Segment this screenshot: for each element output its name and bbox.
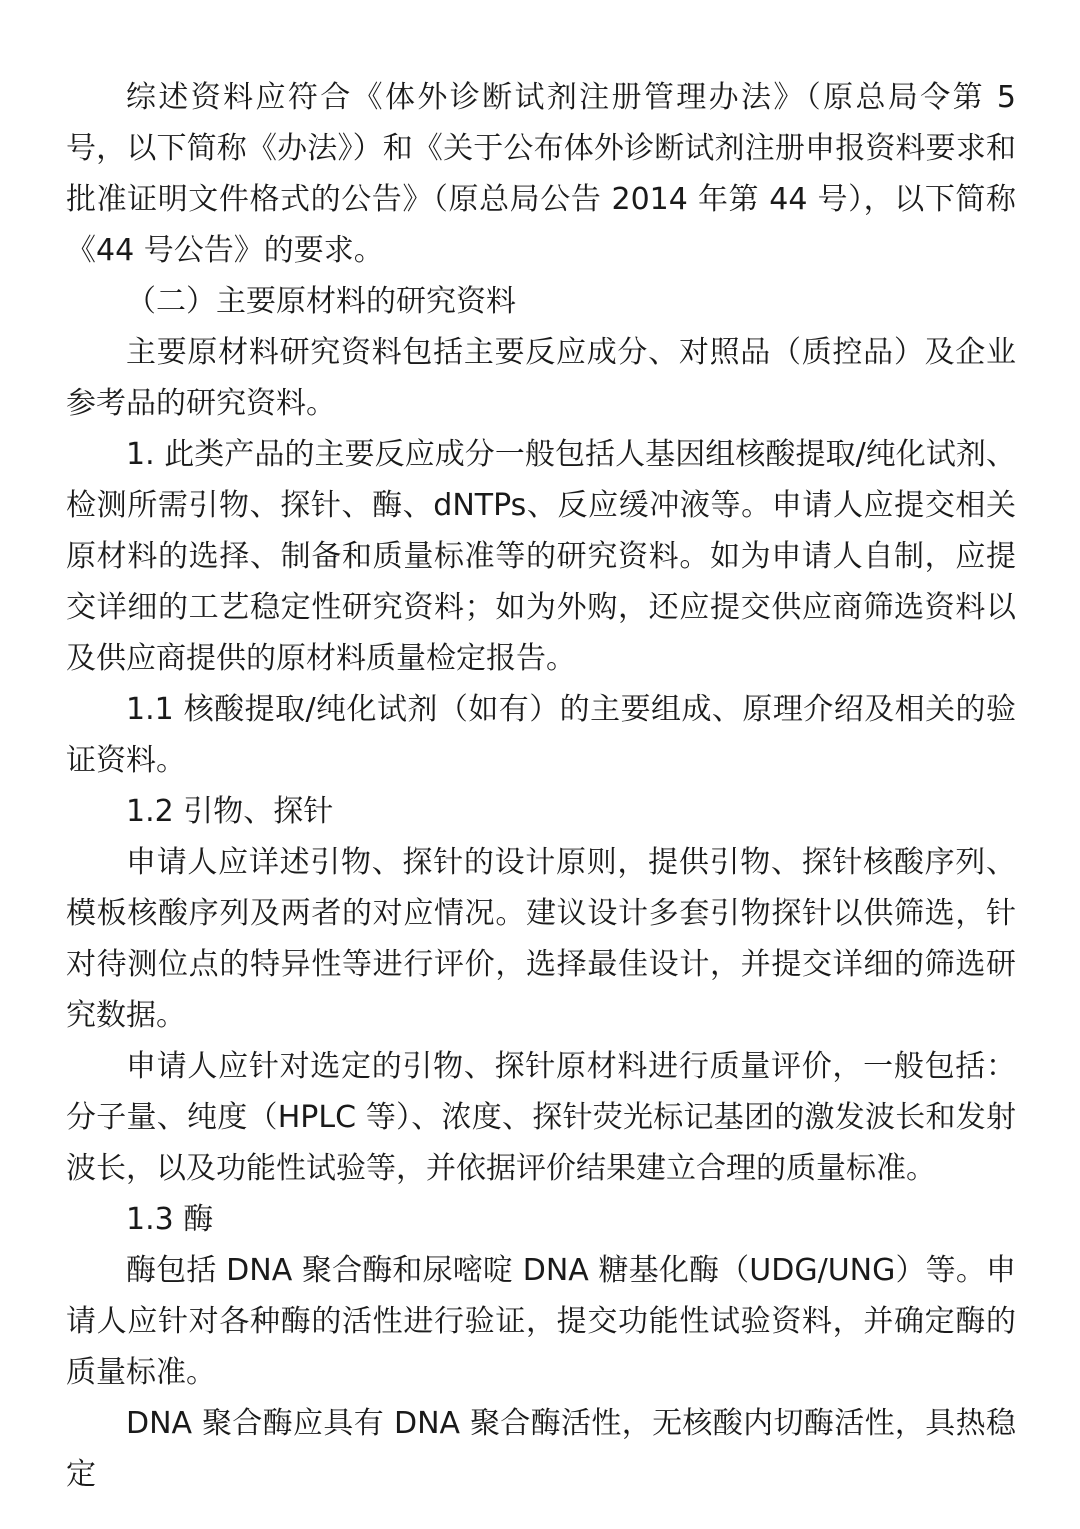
paragraph-reaction-components: 1. 此类产品的主要反应成分一般包括人基因组核酸提取/纯化试剂、检测所需引物、探针、酶、dNTPs、反应缓冲液等。申请人应提交相关原材料的选择、制备和质量标准等的研究资料。如为申请人自制，应提交详细的工艺稳定性研究资料；如为外购，还应提交供应商筛选资料以及供应商提供的原材料质量检定报告。	[66, 437, 1016, 676]
paragraph-dna-polymerase: DNA 聚合酶应具有 DNA 聚合酶活性，无核酸内切酶活性，具热稳定	[66, 1406, 1016, 1492]
subheading-enzymes: 1.3 酶	[126, 1202, 214, 1237]
paragraph-primer-quality: 申请人应针对选定的引物、探针原材料进行质量评价，一般包括：分子量、纯度（HPLC 等）、浓度、探针荧光标记基团的激发波长和发射波长，以及功能性试验等，并依据评价结果建立合理的质量标准。	[66, 1049, 1016, 1186]
paragraph-review-requirements: 综述资料应符合《体外诊断试剂注册管理办法》（原总局令第 5 号，以下简称《办法》）和《关于公布体外诊断试剂注册申报资料要求和批准证明文件格式的公告》（原总局公告 2014 年第 44 号），以下简称《44 号公告》的要求。	[66, 80, 1016, 268]
paragraph-primer-design: 申请人应详述引物、探针的设计原则，提供引物、探针核酸序列、模板核酸序列及两者的对应情况。建议设计多套引物探针以供筛选，针对待测位点的特异性等进行评价，选择最佳设计，并提交详细的筛选研究数据。	[66, 845, 1016, 1033]
paragraph-enzyme-types: 酶包括 DNA 聚合酶和尿嘧啶 DNA 糖基化酶（UDG/UNG）等。申请人应针对各种酶的活性进行验证，提交功能性试验资料，并确定酶的质量标准。	[66, 1253, 1016, 1390]
subheading-primers-probes: 1.2 引物、探针	[126, 794, 334, 829]
section-heading-raw-materials: （二）主要原材料的研究资料	[126, 284, 516, 319]
paragraph-raw-materials-scope: 主要原材料研究资料包括主要反应成分、对照品（质控品）及企业参考品的研究资料。	[66, 335, 1016, 421]
paragraph-extraction-reagent: 1.1 核酸提取/纯化试剂（如有）的主要组成、原理介绍及相关的验证资料。	[66, 692, 1016, 778]
document-body	[66, 72, 1016, 1500]
